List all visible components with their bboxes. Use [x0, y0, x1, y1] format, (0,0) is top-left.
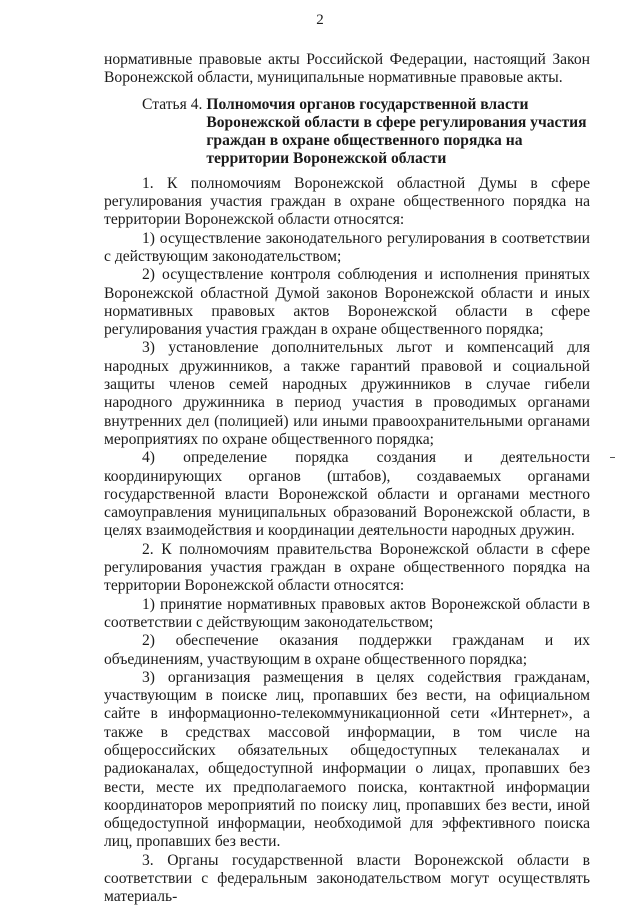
- list-item: 4) определение порядка создания и деятельности координирующих органов (штабов), создаваемых органами государственной власти Воронежской области и органами местного самоуправления муниципальных образований Воронежской области, в целях взаимодействия и координации деятельности народных дружин.: [104, 449, 590, 540]
- list-item: 3) установление дополнительных льгот и компенсаций для народных дружинников, а также гарантий правовой и социальной защиты членов семей народных дружинников в случае гибели народного дружинника в период участия в проводимых органами внутренних дел (полицией) или иными правоохранительными органами мероприятиях по охране общественного порядка;: [104, 339, 590, 448]
- document-body: [104, 51, 590, 907]
- paragraph: 3. Органы государственной власти Воронежской области в соответствии с федеральным законодательством могут осуществлять материаль-: [104, 851, 590, 906]
- article-number: Статья 4.: [142, 95, 207, 113]
- list-item: 1) осуществление законодательного регулирования в соответствии с действующим законодательством;: [104, 229, 590, 265]
- list-item: 1) принятие нормативных правовых актов Воронежской области в соответствии с действующим законодательством;: [104, 595, 590, 631]
- paragraph-continuation: нормативные правовые акты Российской Федерации, настоящий Закон Воронежской области, муниципальные нормативные правовые акты.: [104, 51, 590, 87]
- list-item: 3) организация размещения в целях содействия гражданам, участвующим в поиске лиц, пропавших без вести, на официальном сайте в информационно-телекоммуникационной сети «Интернет», а также в средствах массовой информации, в том числе на общероссийских обязательных общедоступных телеканалах и радиоканалах, общедоступной информации о лицах, пропавших без вести, месте их предполагаемого поиска, контактной информации координаторов мероприятий по поиску лиц, пропавших без вести, иной общедоступной информации, необходимой для эффективного поиска лиц, пропавших без вести.: [104, 668, 590, 851]
- article-title: Полномочия органов государственной власти Воронежской области в сфере регулирования участия граждан в охране общественного порядка на территории Воронежской области: [206, 95, 587, 168]
- article-heading: [142, 96, 590, 169]
- page-number: 2: [316, 12, 324, 28]
- paragraph: 2. К полномочиям правительства Воронежской области в сфере регулирования участия граждан в охране общественного порядка на территории Воронежской области относятся:: [104, 540, 590, 595]
- margin-mark: [610, 457, 615, 458]
- paragraph: 1. К полномочиям Воронежской областной Думы в сфере регулирования участия граждан в охране общественного порядка на территории Воронежской области относятся:: [104, 174, 590, 229]
- list-item: 2) осуществление контроля соблюдения и исполнения принятых Воронежской областной Думой законов Воронежской области и иных нормативных правовых актов Воронежской области в сфере регулирования участия граждан в охране общественного порядка;: [104, 266, 590, 339]
- list-item: 2) обеспечение оказания поддержки гражданам и их объединениям, участвующим в охране общественного порядка;: [104, 632, 590, 668]
